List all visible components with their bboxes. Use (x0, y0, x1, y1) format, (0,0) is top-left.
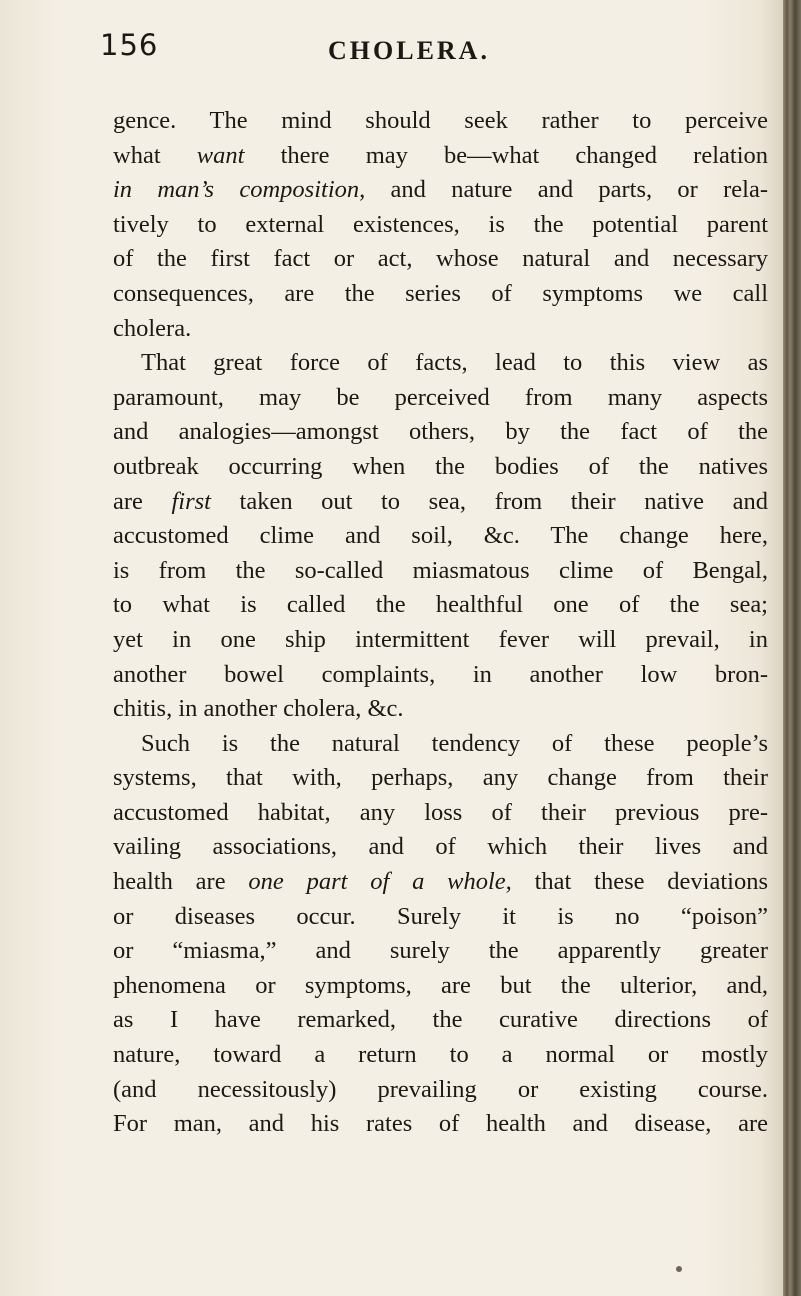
text-segment: as I have remarked, the curative directions of (113, 1006, 768, 1034)
text-line (113, 346, 768, 381)
text-line (113, 623, 768, 658)
text-segment: For man, and his rates of health and disease, are (113, 1110, 768, 1138)
text-line (113, 208, 768, 243)
text-line (113, 312, 768, 347)
italic-text: in man’s composition, (113, 176, 366, 204)
text-segment: of the first fact or act, whose natural and necessary (113, 245, 768, 273)
text-line (113, 1073, 768, 1108)
text-line (113, 934, 768, 969)
page-number: 156 (100, 28, 159, 62)
text-line (113, 865, 768, 900)
text-segment: to what is called the healthful one of the sea; (113, 591, 768, 619)
text-line (113, 519, 768, 554)
text-line (113, 761, 768, 796)
text-segment: gence. The mind should seek rather to perceive (113, 107, 768, 134)
text-line (113, 969, 768, 1004)
text-segment: health are (113, 868, 249, 896)
text-segment: there may be—what changed relation (244, 141, 768, 169)
text-segment: phenomena or symptoms, are but the ulterior, and, (113, 971, 768, 999)
text-segment: another bowel complaints, in another low bron- (113, 660, 768, 688)
text-line (113, 900, 768, 935)
text-line (113, 242, 768, 277)
page-binding-edge (783, 0, 801, 1296)
text-segment: and nature and parts, or rela- (365, 176, 768, 204)
text-segment: (and necessitously) prevailing or existing course. (113, 1075, 768, 1103)
text-segment: are (113, 487, 172, 515)
text-segment: nature, toward a return to a normal or mostly (113, 1041, 768, 1069)
text-segment: what (113, 141, 197, 169)
text-segment: and analogies—amongst others, by the fact of the (113, 418, 768, 446)
text-line (113, 692, 768, 727)
body-text (113, 104, 768, 1142)
text-line (113, 554, 768, 589)
text-segment: yet in one ship intermittent fever will prevail, in (113, 625, 768, 653)
text-line (113, 830, 768, 865)
text-segment: That great force of facts, lead to this view as (141, 349, 768, 377)
text-segment: that these deviations (511, 868, 768, 896)
text-segment: paramount, may be perceived from many aspects (113, 383, 768, 411)
italic-text: first (171, 487, 211, 515)
text-line (113, 796, 768, 831)
text-segment: chitis, in another cholera, &c. (113, 695, 404, 723)
text-line (113, 450, 768, 485)
text-line (113, 139, 768, 174)
text-line (113, 173, 768, 208)
text-segment: or “miasma,” and surely the apparently greater (113, 937, 768, 965)
running-title: CHOLERA. (328, 36, 490, 65)
text-line (113, 381, 768, 416)
running-head (100, 28, 760, 78)
italic-text: want (196, 141, 245, 169)
text-segment: tively to external existences, is the potential parent (113, 210, 768, 238)
text-segment: systems, that with, perhaps, any change from their (113, 764, 768, 792)
text-line (113, 1038, 768, 1073)
text-line (113, 415, 768, 450)
text-segment: accustomed habitat, any loss of their previous pre- (113, 798, 768, 826)
text-segment: cholera. (113, 314, 192, 342)
italic-text: one part of a whole, (248, 868, 512, 896)
text-line (113, 1003, 768, 1038)
printer-mark (676, 1266, 682, 1272)
text-segment: Such is the natural tendency of these people’s (141, 729, 768, 757)
text-line (113, 727, 768, 762)
text-segment: consequences, are the series of symptoms we call (113, 279, 768, 307)
text-segment: vailing associations, and of which their lives and (113, 833, 768, 861)
text-segment: taken out to sea, from their native and (210, 487, 768, 515)
text-segment: outbreak occurring when the bodies of the natives (113, 452, 768, 480)
text-line (113, 588, 768, 623)
text-segment: is from the so-called miasmatous clime of Bengal, (113, 556, 768, 584)
text-segment: or diseases occur. Surely it is no “poison” (113, 902, 768, 930)
text-line (113, 104, 768, 139)
text-line (113, 1107, 768, 1142)
text-line (113, 485, 768, 520)
text-segment: accustomed clime and soil, &c. The change here, (113, 522, 768, 550)
text-line (113, 277, 768, 312)
text-line (113, 658, 768, 693)
